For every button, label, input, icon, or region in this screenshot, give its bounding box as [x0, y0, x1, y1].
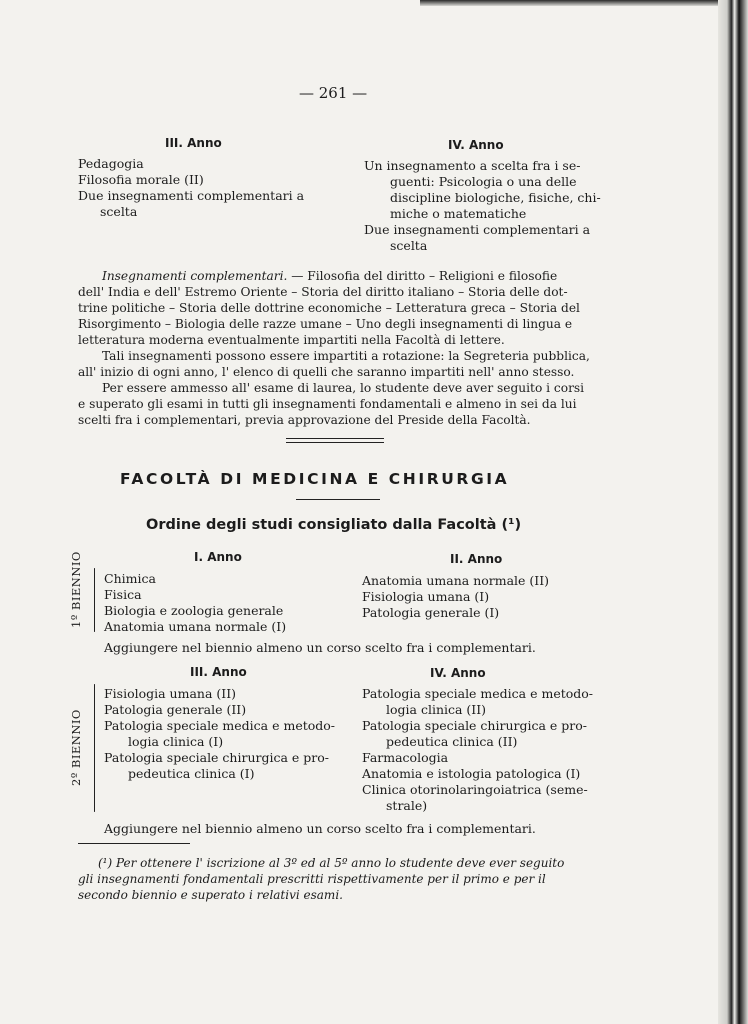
med-year2-heading: II. Anno	[450, 552, 503, 566]
list-item: scelta	[100, 204, 138, 219]
list-item: Patologia speciale chirurgica e pro-	[104, 750, 330, 765]
list-item: Fisiologia umana (II)	[104, 686, 237, 701]
list-item: Chimica	[104, 571, 156, 586]
faculty-title: FACOLTÀ DI MEDICINA E CHIRURGIA	[120, 470, 510, 488]
med-year1-heading: I. Anno	[194, 550, 242, 564]
list-item: discipline biologiche, fisiche, chi-	[390, 190, 601, 205]
med-year1-list	[104, 571, 286, 635]
list-item: Biologia e zoologia generale	[104, 603, 284, 618]
list-item: guenti: Psicologia o una delle	[390, 174, 577, 189]
biennio1-note: Aggiungere nel biennio almeno un corso scelto fra i complementari.	[104, 640, 536, 655]
page-top-edge	[420, 0, 748, 6]
biennio1-brace	[94, 568, 95, 632]
letters-year3-heading: III. Anno	[165, 136, 222, 150]
letters-year4-list	[364, 158, 601, 254]
biennio2-note: Aggiungere nel biennio almeno un corso scelto fra i complementari.	[104, 821, 536, 836]
list-item: scelta	[390, 238, 428, 253]
list-item: Farmacologia	[362, 750, 449, 765]
page-number: — 261 —	[299, 84, 368, 102]
letters-year4-heading: IV. Anno	[448, 138, 504, 152]
biennio1-label: 1º BIENNIO	[69, 551, 83, 628]
med-year2-list	[362, 573, 549, 621]
list-item: Patologia speciale medica e metodo-	[104, 718, 336, 733]
list-item: strale)	[386, 798, 428, 813]
list-item: logia clinica (II)	[386, 702, 487, 717]
list-item: Patologia speciale chirurgica e pro-	[362, 718, 588, 733]
section-divider	[286, 438, 384, 439]
med-year4-heading: IV. Anno	[430, 666, 486, 680]
list-item: Due insegnamenti complementari a	[364, 222, 591, 237]
biennio2-brace	[94, 684, 95, 812]
list-item: Filosofia morale (II)	[78, 172, 204, 187]
list-item: pedeutica clinica (II)	[386, 734, 518, 749]
list-item: Un insegnamento a scelta fra i se-	[364, 158, 581, 173]
complementari-label: Insegnamenti complementari.	[102, 269, 288, 283]
list-item: Fisiologia umana (I)	[362, 589, 490, 604]
list-item: Due insegnamenti complementari a	[78, 188, 305, 203]
complementari-paragraph: Insegnamenti complementari. — Filosofia del diritto – Religioni e filosofie dell' India e dell' Estremo Oriente – Storia del diritto italiano – Storia delle dot- trine politiche – Storia delle dottrine economiche – Letteratura greca – Storia del Risorgimento – Biologia delle razze umane – Uno degli insegnamenti di lingua e letteratura moderna eventualmente impartiti nella Facoltà di lettere. Tali insegnamenti possono essere impartiti a rotazione: la Segreteria pubblica, all' inizio di ogni anno, l' elenco di quelli che saranno impartiti nell' anno stesso. Per essere ammesso all' esame di laurea, lo studente deve aver seguito i corsi e superato gli esami in tutti gli insegnamenti fondamentali e almeno in sei da lui scelti fra i complementari, previa approvazione del Preside della Facoltà.	[78, 269, 590, 427]
list-item: Pedagogia	[78, 156, 144, 171]
list-item: Anatomia e istologia patologica (I)	[362, 766, 581, 781]
med-year3-heading: III. Anno	[190, 665, 247, 679]
study-plan-subtitle: Ordine degli studi consigliato dalla Facoltà (¹)	[146, 517, 522, 533]
list-item: Patologia generale (I)	[362, 605, 500, 620]
list-item: pedeutica clinica (I)	[128, 766, 255, 781]
list-item: Anatomia umana normale (II)	[362, 573, 550, 588]
list-item: Patologia speciale medica e metodo-	[362, 686, 594, 701]
list-item: miche o matematiche	[390, 206, 527, 221]
list-item: Patologia generale (II)	[104, 702, 247, 717]
list-item: logia clinica (I)	[128, 734, 224, 749]
med-year3-list	[104, 686, 335, 782]
list-item: Anatomia umana normale (I)	[104, 619, 287, 634]
letters-year3-list	[78, 156, 304, 220]
book-spine-edge	[718, 0, 748, 1024]
footnote-rule	[78, 843, 190, 844]
footnote: (¹) Per ottenere l' iscrizione al 3º ed al 5º anno lo studente deve ever seguito gli insegnamenti fondamentali prescritti rispettivamente per il primo e per il secondo biennio e superato i relativi esami.	[78, 856, 565, 902]
list-item: Fisica	[104, 587, 142, 602]
list-item: Clinica otorinolaringoiatrica (seme-	[362, 782, 588, 797]
biennio2-label: 2º BIENNIO	[69, 709, 83, 786]
med-year4-list	[362, 686, 593, 814]
title-underline	[296, 499, 380, 500]
section-divider	[286, 442, 384, 443]
